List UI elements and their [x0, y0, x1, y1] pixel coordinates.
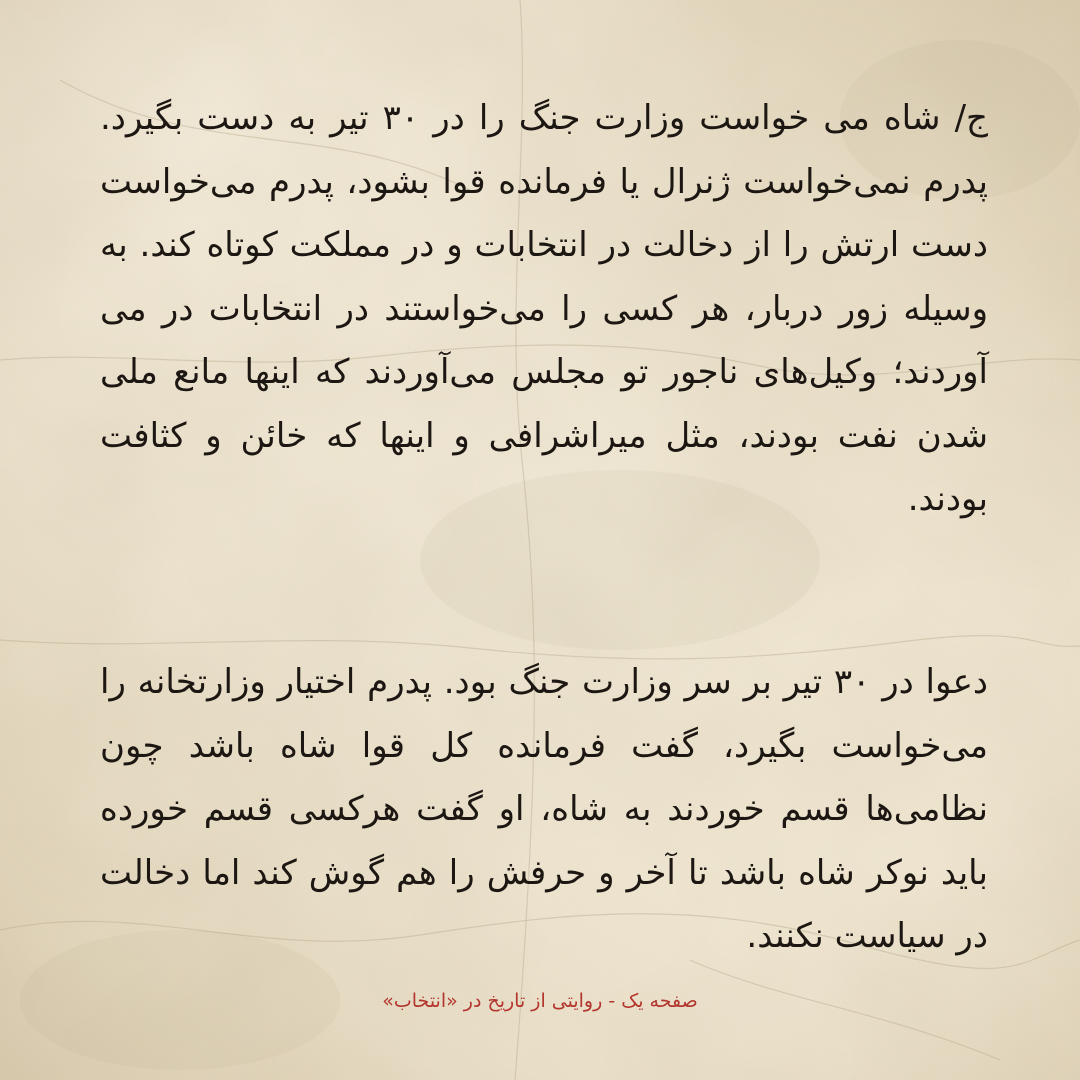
paragraph-2: دعوا در ۳۰ تیر بر سر وزارت جنگ بود. پدرم اختیار وزارتخانه را می‌خواست بگیرد، گفت فرمانده کل قوا شاه باشد چون نظامی‌ها قسم خوردند به شاه، او گفت هرکسی قسم خورده باید نوکر شاه باشد تا آخر و حرفش را هم گوش کند اما دخالت در سیاست نکنند.	[100, 662, 988, 956]
paragraph-1: ج/ شاه می خواست وزارت جنگ را در ۳۰ تیر به دست بگیرد. پدرم نمی‌خواست ژنرال یا فرمانده قوا بشود، پدرم می‌خواست دست ارتش را از دخالت در انتخابات و در مملکت کوتاه کند. به وسیله زور دربار، هر کسی را می‌خواستند در انتخابات در می آوردند؛ وکیل‌های ناجور تو مجلس می‌آوردند که اینها مانع ملی شدن نفت بودند، مثل میراشرافی و اینها که خائن و کثافت بودند.	[100, 98, 988, 519]
footer-caption: صفحه یک - روایتی از تاریخ در «انتخاب»	[382, 990, 698, 1012]
